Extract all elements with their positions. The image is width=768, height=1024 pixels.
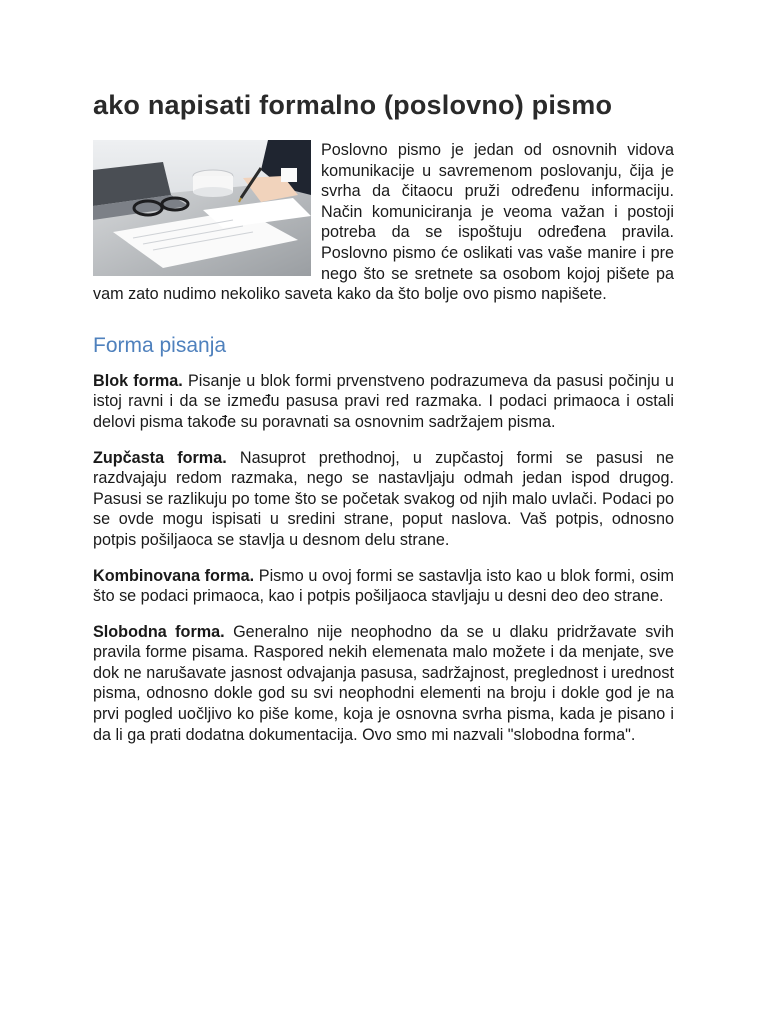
text-slobodna-forma: Generalno nije neophodno da se u dlaku pridržavate svih pravila forme pisama. Raspored nekih elemenata malo možete i da menjate, sve dok ne narušavate jasnost odvajanja pasusa, sadržajnost, preglednost i urednost pisma, odnosno dokle god su svi neophodni elementi na broju i dokle god je na prvi pogled uočljivo ko piše kome, koja je osnovna svrha pisma, kada je pisano i da li ga prati dodatna dokumentacija. Ovo smo mi nazvali "slobodna forma". [93,622,674,744]
term-blok-forma: Blok forma. [93,371,183,390]
document-page [93,88,674,760]
intro-text: Poslovno pismo je jedan od osnovnih vidova komunikacije u savremenom poslovanju, čija je svrha da čitaocu pruži određenu informaciju. Način komuniciranja je veoma važan i postoji potreba da se ispoštuju određena pravila. Poslovno pismo će oslikati vas vaše manire i pre nego što se sretnete sa osobom kojoj pišete pa vam zato nudimo nekoliko saveta kako da što bolje ovo pismo napišete. [93,141,674,304]
paragraph-kombinovana-forma [93,566,674,607]
paragraph-zupcasta-forma [93,448,674,551]
intro-paragraph [93,140,674,305]
term-kombinovana-forma: Kombinovana forma. [93,566,255,585]
business-letter-writing-photo [93,140,311,276]
text-zupcasta-forma: Nasuprot prethodnoj, u zupčastoj formi se pasusi ne razdvajaju redom razmaka, nego se nastavljaju odmah jedan ispod drugog. Pasusi se razlikuju po tome što se početak svakog od njih malo uvlači. Podaci po se ovde mogu ispisati u sredini strane, poput naslova. Vaš potpis, odnosno potpis pošiljaoca se stavlja u desnom delu strane. [93,448,674,549]
paragraph-blok-forma [93,371,674,433]
term-zupcasta-forma: Zupčasta forma. [93,448,227,467]
text-blok-forma: Pisanje u blok formi prvenstveno podrazumeva da pasusi počinju u istoj ravni i da se između pasusa pravi red razmaka. I podaci primaoca i ostali delovi pisma takođe su poravnati sa osnovnim sadržajem pisma. [93,371,674,431]
term-slobodna-forma: Slobodna forma. [93,622,225,641]
paragraph-slobodna-forma [93,622,674,746]
text-kombinovana-forma: Pismo u ovoj formi se sastavlja isto kao u blok formi, osim što se podaci primaoca, kao i potpis pošiljaoca stavljaju u desni deo deo strane. [93,566,675,606]
section-heading-forma-pisanja: Forma pisanja [93,333,227,357]
page-title: ako napisati formalno (poslovno) pismo [93,90,613,120]
